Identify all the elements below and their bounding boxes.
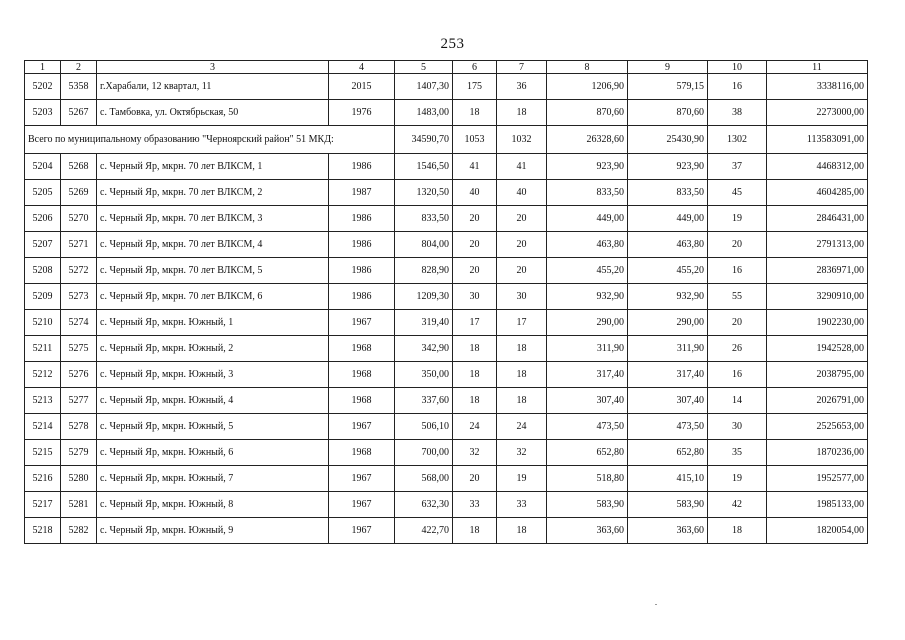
table-body-bottom [25, 154, 868, 544]
column-header: 1 [25, 61, 61, 74]
table-cell: 45 [708, 180, 767, 206]
table-cell: 20 [497, 232, 547, 258]
summary-cell: 1053 [453, 126, 497, 154]
table-cell: 1820054,00 [767, 518, 868, 544]
register-table [24, 60, 868, 544]
table-cell: 506,10 [395, 414, 453, 440]
table-cell: 17 [453, 310, 497, 336]
table-cell: 5268 [61, 154, 97, 180]
table-cell: 290,00 [547, 310, 628, 336]
table-cell: 932,90 [547, 284, 628, 310]
table-cell: 18 [497, 362, 547, 388]
column-header: 9 [628, 61, 708, 74]
summary-cell: 34590,70 [395, 126, 453, 154]
summary-cell: 25430,90 [628, 126, 708, 154]
column-header: 11 [767, 61, 868, 74]
table-cell: с. Черный Яр, мкрн. Южный, 6 [97, 440, 329, 466]
table-cell: 1968 [329, 362, 395, 388]
table-cell: 652,80 [628, 440, 708, 466]
table-cell: 4604285,00 [767, 180, 868, 206]
table-cell: 16 [708, 74, 767, 100]
table-cell: 16 [708, 258, 767, 284]
summary-cell: 1302 [708, 126, 767, 154]
table-cell: 17 [497, 310, 547, 336]
table-cell: 5208 [25, 258, 61, 284]
table-cell: с. Черный Яр, мкрн. Южный, 9 [97, 518, 329, 544]
table-row [25, 336, 868, 362]
table-cell: 20 [708, 310, 767, 336]
table-cell: 2038795,00 [767, 362, 868, 388]
table-cell: с. Черный Яр, мкрн. 70 лет ВЛКСМ, 4 [97, 232, 329, 258]
table-cell: 1968 [329, 388, 395, 414]
table-cell: 1986 [329, 258, 395, 284]
table-row [25, 258, 868, 284]
table-cell: с. Черный Яр, мкрн. Южный, 8 [97, 492, 329, 518]
table-cell: 5205 [25, 180, 61, 206]
table-cell: 3338116,00 [767, 74, 868, 100]
table-cell: с. Черный Яр, мкрн. 70 лет ВЛКСМ, 5 [97, 258, 329, 284]
table-cell: 415,10 [628, 466, 708, 492]
scan-speck [655, 604, 657, 605]
summary-cell: 1032 [497, 126, 547, 154]
table-cell: 1976 [329, 100, 395, 126]
table-cell: 463,80 [628, 232, 708, 258]
table-cell: 518,80 [547, 466, 628, 492]
table-cell: 2836971,00 [767, 258, 868, 284]
table-cell: 41 [453, 154, 497, 180]
table-cell: 1407,30 [395, 74, 453, 100]
table-cell: 579,15 [628, 74, 708, 100]
table-cell: 2273000,00 [767, 100, 868, 126]
table-cell: 5217 [25, 492, 61, 518]
table-cell: 20 [453, 206, 497, 232]
table-cell: 1985133,00 [767, 492, 868, 518]
table-cell: 5202 [25, 74, 61, 100]
table-row [25, 466, 868, 492]
table-cell: 18 [453, 336, 497, 362]
table-cell: с. Черный Яр, мкрн. 70 лет ВЛКСМ, 6 [97, 284, 329, 310]
table-cell: 363,60 [628, 518, 708, 544]
page-number: 253 [440, 36, 465, 52]
table-cell: 833,50 [628, 180, 708, 206]
table-cell: 1986 [329, 154, 395, 180]
table-cell: 18 [453, 518, 497, 544]
table-row [25, 206, 868, 232]
table-cell: 41 [497, 154, 547, 180]
summary-section [25, 126, 868, 154]
table-cell: 5203 [25, 100, 61, 126]
table-cell: 290,00 [628, 310, 708, 336]
table-cell: 33 [497, 492, 547, 518]
table-cell: 5206 [25, 206, 61, 232]
table-cell: 40 [453, 180, 497, 206]
table-cell: с. Тамбовка, ул. Октябрьская, 50 [97, 100, 329, 126]
table-cell: 307,40 [628, 388, 708, 414]
table-cell: 18 [497, 336, 547, 362]
table-cell: с. Черный Яр, мкрн. Южный, 3 [97, 362, 329, 388]
table-cell: 449,00 [547, 206, 628, 232]
table-cell: 583,90 [547, 492, 628, 518]
column-header: 2 [61, 61, 97, 74]
table-cell: 18 [453, 388, 497, 414]
table-cell: 870,60 [628, 100, 708, 126]
table-cell: 1320,50 [395, 180, 453, 206]
table-cell: 923,90 [547, 154, 628, 180]
summary-row [25, 126, 868, 154]
table-row [25, 100, 868, 126]
table-cell: 5272 [61, 258, 97, 284]
table-cell: 5276 [61, 362, 97, 388]
table-cell: 1952577,00 [767, 466, 868, 492]
table-cell: 1967 [329, 466, 395, 492]
column-header: 3 [97, 61, 329, 74]
table-cell: 1986 [329, 206, 395, 232]
table-row [25, 74, 868, 100]
table-cell: 5204 [25, 154, 61, 180]
table-cell: 1967 [329, 310, 395, 336]
table-cell: с. Черный Яр, мкрн. 70 лет ВЛКСМ, 1 [97, 154, 329, 180]
column-header: 7 [497, 61, 547, 74]
table-cell: 804,00 [395, 232, 453, 258]
table-cell: 1986 [329, 284, 395, 310]
table-cell: 422,70 [395, 518, 453, 544]
table-cell: 1870236,00 [767, 440, 868, 466]
table-cell: 1967 [329, 518, 395, 544]
table-cell: 33 [453, 492, 497, 518]
table-cell: с. Черный Яр, мкрн. Южный, 7 [97, 466, 329, 492]
table-cell: 5282 [61, 518, 97, 544]
table-row [25, 518, 868, 544]
table-cell: 37 [708, 154, 767, 180]
table-cell: 14 [708, 388, 767, 414]
table-body-top [25, 74, 868, 126]
table-cell: 4468312,00 [767, 154, 868, 180]
table-cell: 19 [708, 206, 767, 232]
table-cell: 175 [453, 74, 497, 100]
table-cell: 833,50 [547, 180, 628, 206]
table-cell: с. Черный Яр, мкрн. Южный, 1 [97, 310, 329, 336]
table-cell: 24 [453, 414, 497, 440]
table-row [25, 492, 868, 518]
column-number-row [25, 61, 868, 74]
table-row [25, 362, 868, 388]
table-cell: 16 [708, 362, 767, 388]
table-cell: г.Харабали, 12 квартал, 11 [97, 74, 329, 100]
table-cell: 38 [708, 100, 767, 126]
table-cell: 1209,30 [395, 284, 453, 310]
table-cell: 1968 [329, 440, 395, 466]
table-cell: 19 [708, 466, 767, 492]
table-cell: 20 [708, 232, 767, 258]
table-cell: 319,40 [395, 310, 453, 336]
column-header: 8 [547, 61, 628, 74]
table-cell: с. Черный Яр, мкрн. 70 лет ВЛКСМ, 2 [97, 180, 329, 206]
table-cell: 20 [497, 206, 547, 232]
table-cell: 1483,00 [395, 100, 453, 126]
table-cell: 18 [497, 388, 547, 414]
table-cell: 5275 [61, 336, 97, 362]
table-row [25, 388, 868, 414]
table-cell: 18 [497, 518, 547, 544]
column-header: 6 [453, 61, 497, 74]
table-cell: 18 [708, 518, 767, 544]
table-cell: 455,20 [628, 258, 708, 284]
table-cell: 932,90 [628, 284, 708, 310]
table-cell: 1987 [329, 180, 395, 206]
table-cell: 5271 [61, 232, 97, 258]
table-cell: 342,90 [395, 336, 453, 362]
table-row [25, 310, 868, 336]
table-cell: 5273 [61, 284, 97, 310]
table-cell: с. Черный Яр, мкрн. 70 лет ВЛКСМ, 3 [97, 206, 329, 232]
table-cell: 311,90 [628, 336, 708, 362]
table-cell: 2026791,00 [767, 388, 868, 414]
table-cell: 2525653,00 [767, 414, 868, 440]
table-cell: с. Черный Яр, мкрн. Южный, 5 [97, 414, 329, 440]
table-cell: 1206,90 [547, 74, 628, 100]
table-cell: 32 [497, 440, 547, 466]
table-cell: 30 [453, 284, 497, 310]
table-cell: 337,60 [395, 388, 453, 414]
table-cell: 828,90 [395, 258, 453, 284]
table-cell: 20 [453, 258, 497, 284]
table-row [25, 284, 868, 310]
table-cell: 311,90 [547, 336, 628, 362]
table-cell: 1942528,00 [767, 336, 868, 362]
table-cell: 5278 [61, 414, 97, 440]
table-cell: 24 [497, 414, 547, 440]
table-cell: 35 [708, 440, 767, 466]
table-cell: 40 [497, 180, 547, 206]
table-cell: 700,00 [395, 440, 453, 466]
table-cell: 1967 [329, 414, 395, 440]
table-cell: 2846431,00 [767, 206, 868, 232]
table-cell: 5215 [25, 440, 61, 466]
table-cell: 5210 [25, 310, 61, 336]
table-cell: 455,20 [547, 258, 628, 284]
table-cell: 350,00 [395, 362, 453, 388]
table-row [25, 440, 868, 466]
table-row [25, 232, 868, 258]
table-cell: 55 [708, 284, 767, 310]
table-cell: 870,60 [547, 100, 628, 126]
table-cell: 42 [708, 492, 767, 518]
table-cell: 317,40 [547, 362, 628, 388]
table-cell: 652,80 [547, 440, 628, 466]
table-cell: 5214 [25, 414, 61, 440]
table-cell: 463,80 [547, 232, 628, 258]
table-cell: 923,90 [628, 154, 708, 180]
table-cell: 5277 [61, 388, 97, 414]
table-cell: 5207 [25, 232, 61, 258]
table-cell: 1968 [329, 336, 395, 362]
table-cell: 5279 [61, 440, 97, 466]
table-cell: 5274 [61, 310, 97, 336]
table-cell: 18 [453, 100, 497, 126]
table-cell: 307,40 [547, 388, 628, 414]
table-row [25, 180, 868, 206]
table-cell: 449,00 [628, 206, 708, 232]
table-cell: 5280 [61, 466, 97, 492]
table-cell: 2015 [329, 74, 395, 100]
table-cell: 18 [453, 362, 497, 388]
table-cell: 5267 [61, 100, 97, 126]
table-cell: 568,00 [395, 466, 453, 492]
table-row [25, 154, 868, 180]
table-cell: 632,30 [395, 492, 453, 518]
column-header: 4 [329, 61, 395, 74]
table-cell: 1986 [329, 232, 395, 258]
column-header: 5 [395, 61, 453, 74]
summary-cell: 113583091,00 [767, 126, 868, 154]
table-cell: 1546,50 [395, 154, 453, 180]
table-cell: 1967 [329, 492, 395, 518]
table-cell: 32 [453, 440, 497, 466]
table-cell: 19 [497, 466, 547, 492]
table-cell: 473,50 [628, 414, 708, 440]
table-cell: 3290910,00 [767, 284, 868, 310]
table-cell: 36 [497, 74, 547, 100]
table-cell: 5216 [25, 466, 61, 492]
table-cell: 18 [497, 100, 547, 126]
table-cell: 473,50 [547, 414, 628, 440]
table-cell: 5209 [25, 284, 61, 310]
table-cell: 317,40 [628, 362, 708, 388]
table-row [25, 414, 868, 440]
table-cell: 5211 [25, 336, 61, 362]
summary-cell: 26328,60 [547, 126, 628, 154]
table-cell: 2791313,00 [767, 232, 868, 258]
table-cell: 5358 [61, 74, 97, 100]
table-cell: 20 [453, 466, 497, 492]
table-cell: 583,90 [628, 492, 708, 518]
table-cell: 30 [708, 414, 767, 440]
column-header: 10 [708, 61, 767, 74]
table-cell: с. Черный Яр, мкрн. Южный, 4 [97, 388, 329, 414]
table-cell: 363,60 [547, 518, 628, 544]
table-cell: с. Черный Яр, мкрн. Южный, 2 [97, 336, 329, 362]
summary-label: Всего по муниципальному образованию "Черноярский район" 51 МКД: [25, 126, 395, 154]
table-cell: 5213 [25, 388, 61, 414]
table-cell: 5269 [61, 180, 97, 206]
table-cell: 20 [453, 232, 497, 258]
table-cell: 5212 [25, 362, 61, 388]
table-cell: 1902230,00 [767, 310, 868, 336]
table-cell: 5218 [25, 518, 61, 544]
table-cell: 5281 [61, 492, 97, 518]
table-cell: 20 [497, 258, 547, 284]
table-cell: 26 [708, 336, 767, 362]
table-cell: 30 [497, 284, 547, 310]
table-cell: 5270 [61, 206, 97, 232]
table-cell: 833,50 [395, 206, 453, 232]
